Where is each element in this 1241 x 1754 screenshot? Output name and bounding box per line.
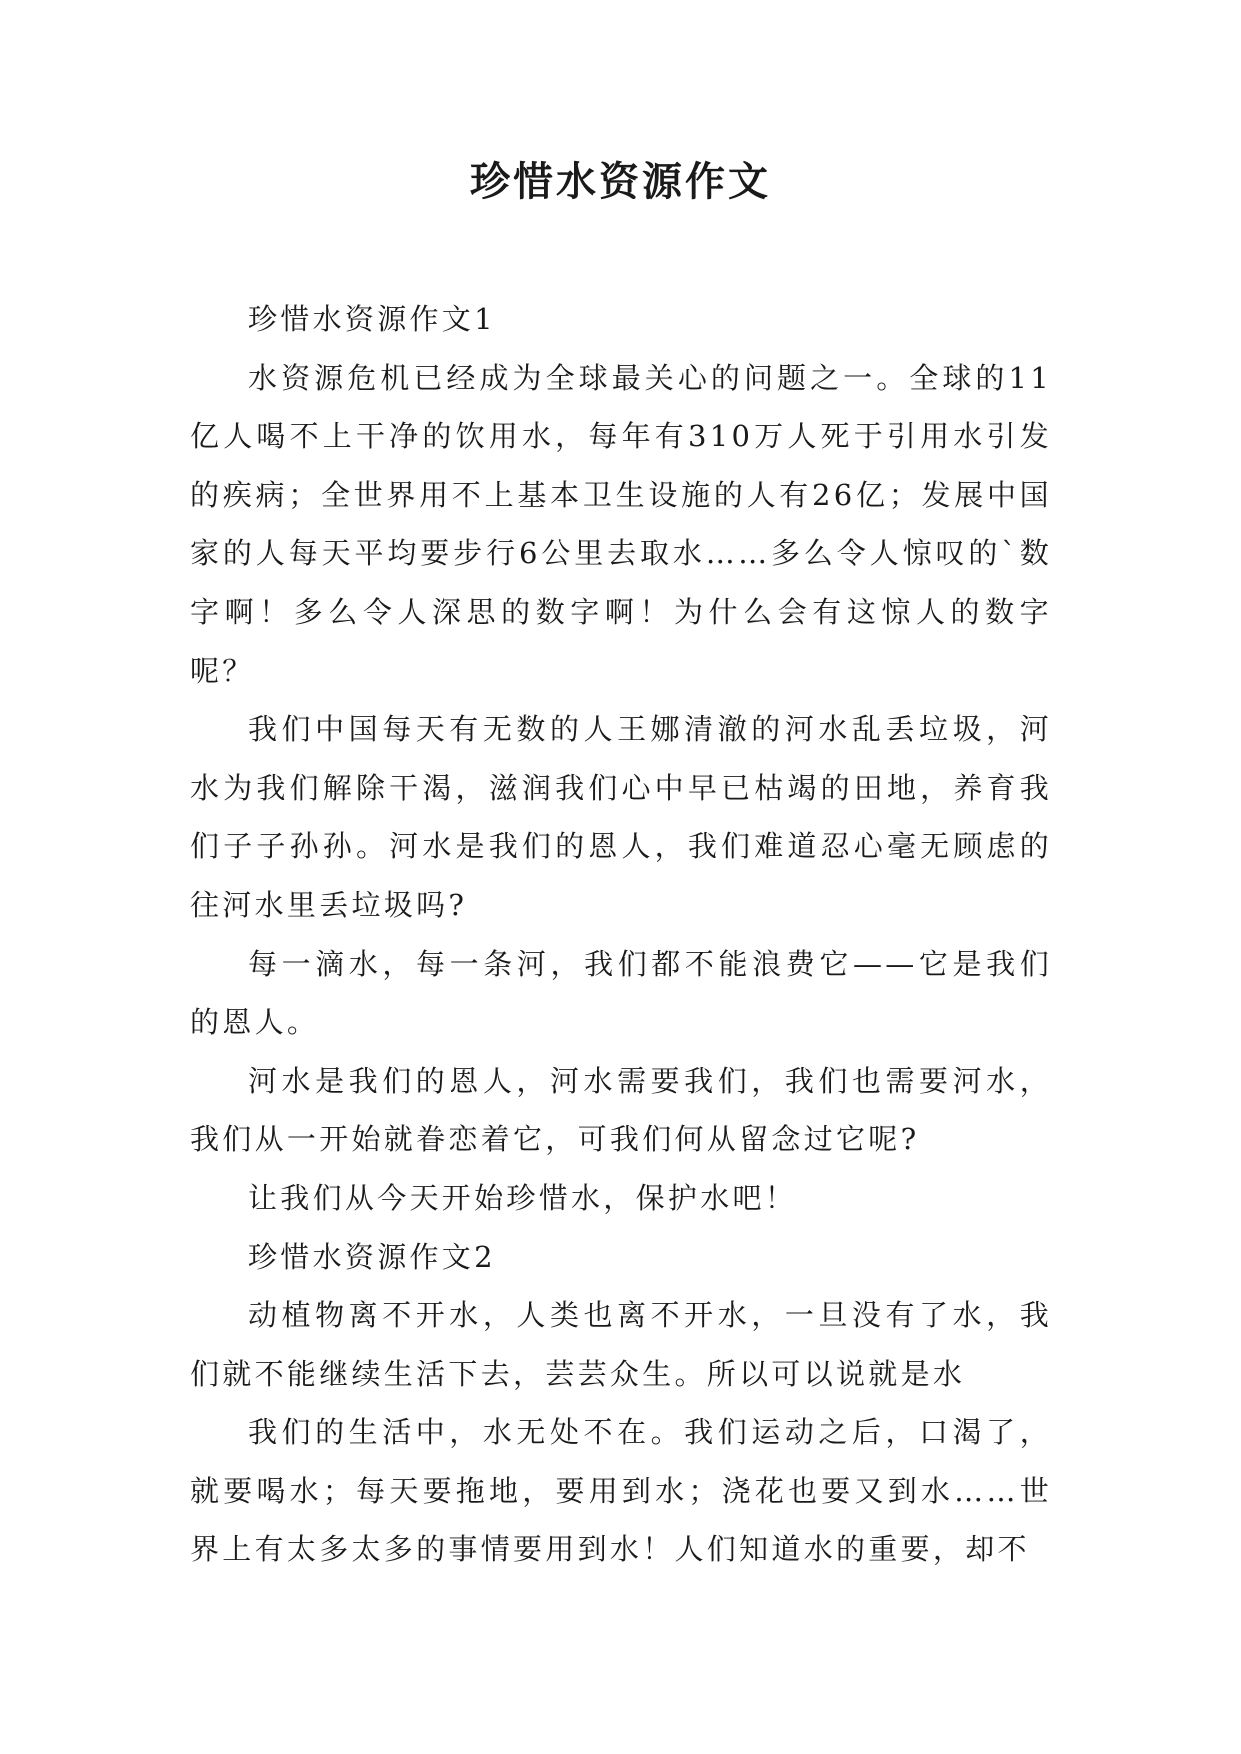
paragraph: 河水是我们的恩人，河水需要我们，我们也需要河水，我们从一开始就眷恋着它，可我们何从留念过它呢?	[190, 1063, 1052, 1157]
paragraph: 动植物离不开水，人类也离不开水，一旦没有了水，我们就不能继续生活下去，芸芸众生。所以可以说就是水	[190, 1298, 1052, 1391]
document-title: 珍惜水资源作文	[470, 158, 771, 205]
paragraph: 水资源危机已经成为全球最关心的问题之一。全球的11亿人喝不上干净的饮用水，每年有310万人死于引用水引发的疾病；全世界用不上基本卫生设施的人有26亿；发展中国家的人每天平均要步行6公里去取水……多么令人惊叹的`数字啊！多么令人深思的数字啊！为什么会有这惊人的数字呢？	[190, 360, 1052, 688]
section-heading-1: 珍惜水资源作文1	[248, 302, 496, 336]
paragraph: 让我们从今天开始珍惜水，保护水吧！	[248, 1180, 798, 1215]
paragraph: 每一滴水，每一条河，我们都不能浪费它——它是我们的恩人。	[190, 946, 1052, 1040]
section-heading-2: 珍惜水资源作文2	[248, 1239, 496, 1274]
document-body	[190, 290, 1052, 1579]
paragraph: 我们中国每天有无数的人王娜清澈的河水乱丢垃圾，河水为我们解除干渴，滋润我们心中早已枯竭的田地，养育我们子子孙孙。河水是我们的恩人，我们难道忍心毫无顾虑的往河水里丢垃圾吗?	[190, 712, 1052, 922]
paragraph: 我们的生活中，水无处不在。我们运动之后，口渴了，就要喝水；每天要拖地，要用到水；浇花也要又到水……世界上有太多太多的事情要用到水！人们知道水的重要，却不	[190, 1415, 1052, 1567]
